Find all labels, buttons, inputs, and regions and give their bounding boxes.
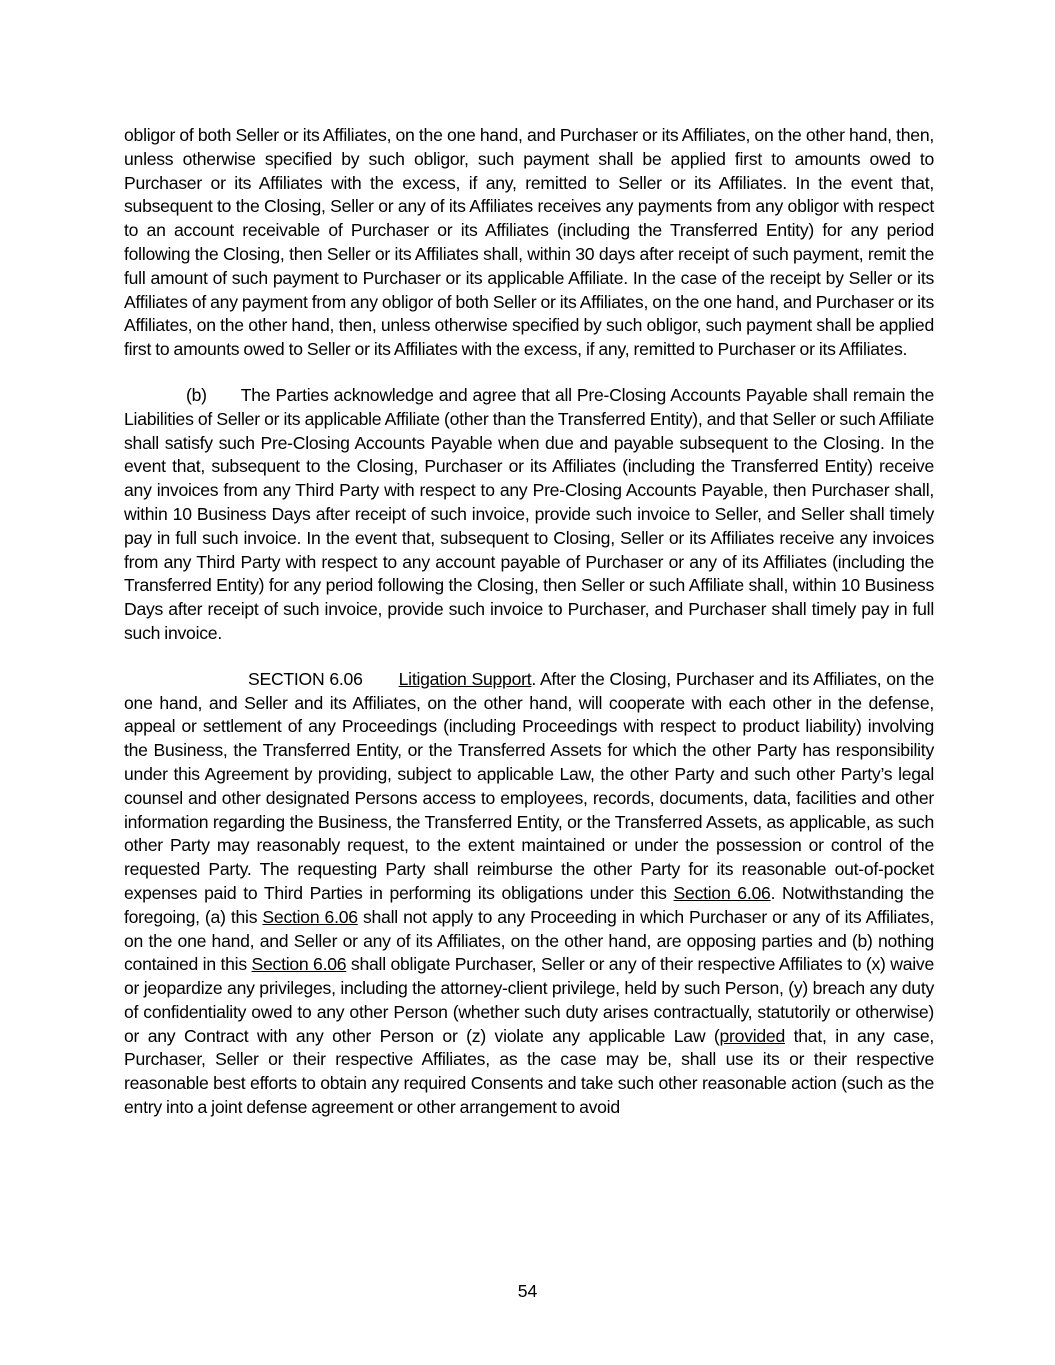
section-body-2: . Notwithstanding the foregoing, (a) this <box>124 882 935 927</box>
paragraph-a-continued: obligor of both Seller or its Affiliates, on the one hand, and Purchaser or its Affiliates, on the other hand, then, unless otherwise specified by such obligor, such payment shall be applied first to amounts owed to Purchaser or its Affiliates with the excess, if any, remitted to Seller or its Affiliates. In the event that, subsequent to the Closing, Seller or any of its Affiliates receives any payments from any obligor with respect to an account receivable of Purchaser or its Affiliates (including the Transferred Entity) for any period following the Closing, then Seller or its Affiliates shall, within 30 days after receipt of such payment, remit the full amount of such payment to Purchaser or its applicable Affiliate. In the case of the receipt by Seller or its Affiliates of any payment from any obligor of both Seller or its Affiliates, on the one hand, and Purchaser or its Affiliates, on the other hand, then, unless otherwise specified by such obligor, such payment shall be applied first to amounts owed to Seller or its Affiliates with the excess, if any, remitted to Purchaser or its Affiliates. <box>124 125 934 360</box>
section-body-1: . After the Closing, Purchaser and its Affiliates, on the one hand, and Seller and its Affiliates, on the other hand, will cooperate with each other in the defense, appeal or settlement of any Proceedings (including Proceedings with respect to product liability) involving the Business, the Transferred Entity, or the Transferred Assets for which the other Party has responsibility under this Agreement by providing, subject to applicable Law, the other Party and such other Party’s legal counsel and other designated Persons access to employees, records, documents, data, facilities and other information regarding the Business, the Transferred Entity, or the Transferred Assets, as applicable, as such other Party may reasonably request, to the extent maintained or under the possession or control of the requested Party. The requesting Party shall reimburse the other Party for its reasonable out-of-pocket expenses paid to Third Parties in performing its obligations under this <box>124 668 935 903</box>
section-cross-reference: Section 6.06 <box>251 954 347 975</box>
provided-term: provided <box>719 1025 786 1046</box>
section-body-4: shall obligate Purchaser, Seller or any of their respective Affiliates to (x) waive or jeopardize any privileges, including the attorney-client privilege, held by such Person, (y) breach any duty of confidentiality owed to any other Person (whether such duty arises contractually, statutorily or otherwise) or any Contract with any other Person or (z) violate any applicable Law ( <box>124 954 934 1046</box>
paragraph-b <box>124 384 934 646</box>
section-cross-reference: Section 6.06 <box>673 882 771 903</box>
section-number: SECTION 6.06 <box>248 668 363 689</box>
paragraph-b-text: The Parties acknowledge and agree that all Pre-Closing Accounts Payable shall remain the Liabilities of Seller or its applicable Affiliate (other than the Transferred Entity), and that Seller or such Affiliate shall satisfy such Pre-Closing Accounts Payable when due and payable subsequent to the Closing. In the event that, subsequent to the Closing, Purchaser or its Affiliates (including the Transferred Entity) receive any invoices from any Third Party with respect to any Pre-Closing Accounts Payable, then Purchaser shall, within 10 Business Days after receipt of such invoice, provide such invoice to Seller, and Seller shall timely pay in full such invoice. In the event that, subsequent to Closing, Seller or its Affiliates receive any invoices from any Third Party with respect to any account payable of Purchaser or any of its Affiliates (including the Transferred Entity) for any period following the Closing, then Seller or such Affiliate shall, within 10 Business Days after receipt of such invoice, provide such invoice to Purchaser, and Purchaser shall timely pay in full such invoice. <box>124 384 934 643</box>
section-cross-reference: Section 6.06 <box>262 906 358 927</box>
section-body-5: that, in any case, Purchaser, Seller or their respective Affiliates, as the case may be, shall use its or their respective reasonable best efforts to obtain any required Consents and take such other reasonable action (such as the entry into a joint defense agreement or other arrangement to avoid <box>124 1025 934 1118</box>
section-body-3: shall not apply to any Proceeding in which Purchaser or any of its Affiliates, on the one hand, and Seller or any of its Affiliates, on the other hand, are opposing parties and (b) nothing contained in this <box>124 906 934 975</box>
page-number: 54 <box>517 1281 538 1301</box>
document-page <box>124 124 934 1120</box>
paragraph-b-label: (b) <box>186 384 207 405</box>
section-title: Litigation Support <box>398 668 532 689</box>
section-6-06 <box>124 668 934 1120</box>
